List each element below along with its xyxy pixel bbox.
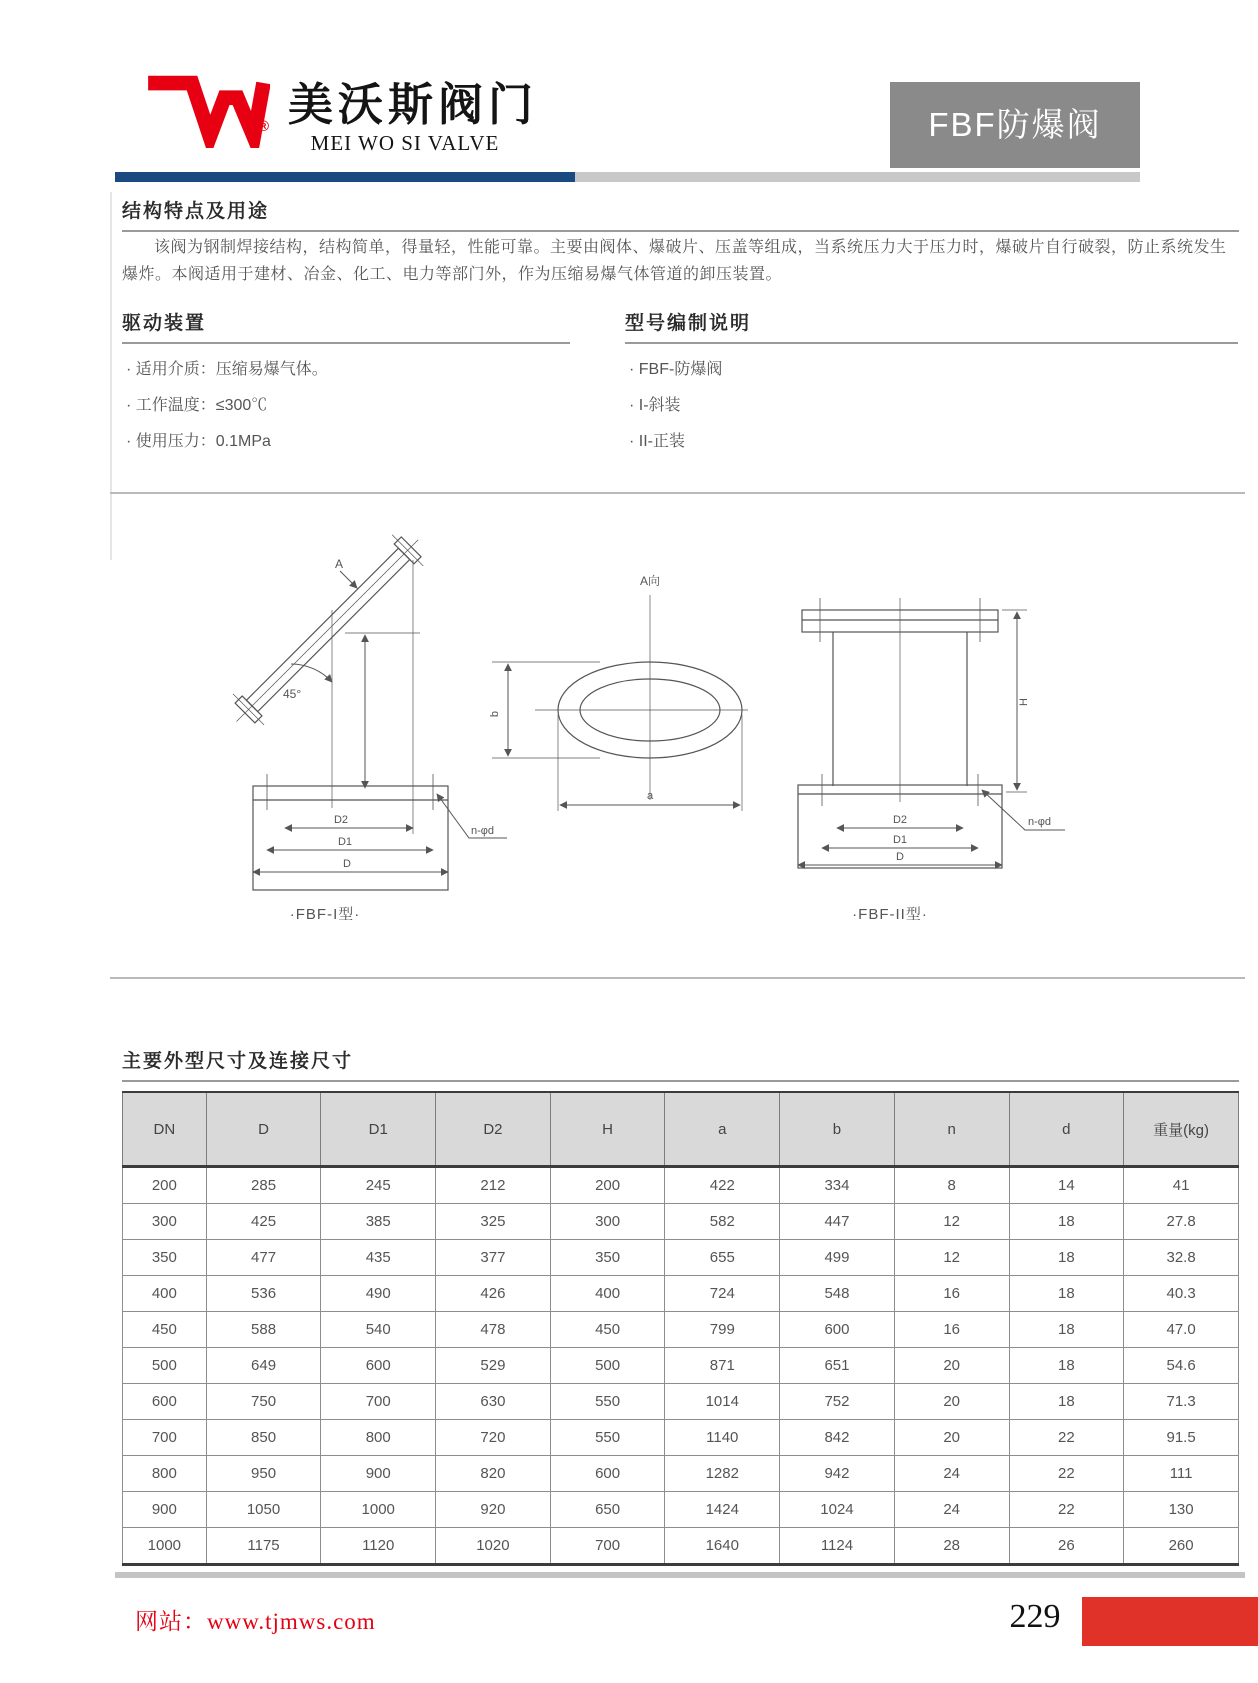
- table-cell: 871: [665, 1348, 780, 1384]
- column-header: b: [780, 1092, 895, 1167]
- table-cell: 18: [1009, 1240, 1124, 1276]
- table-cell: 536: [206, 1276, 321, 1312]
- table-cell: 550: [550, 1384, 665, 1420]
- table-cell: 130: [1124, 1492, 1239, 1528]
- column-header: d: [1009, 1092, 1124, 1167]
- table-cell: 435: [321, 1240, 436, 1276]
- table-cell: 1140: [665, 1420, 780, 1456]
- table-cell: 22: [1009, 1492, 1124, 1528]
- table-cell: 1014: [665, 1384, 780, 1420]
- table-cell: 649: [206, 1348, 321, 1384]
- page-number-red-block: [1082, 1597, 1258, 1646]
- table-cell: 842: [780, 1420, 895, 1456]
- table-cell: 27.8: [1124, 1204, 1239, 1240]
- table-cell: 478: [436, 1312, 551, 1348]
- table-cell: 447: [780, 1204, 895, 1240]
- table-cell: 752: [780, 1384, 895, 1420]
- table-cell: 12: [894, 1204, 1009, 1240]
- table-cell: 1640: [665, 1528, 780, 1565]
- table-cell: 426: [436, 1276, 551, 1312]
- table-cell: 200: [550, 1167, 665, 1204]
- label-d2: D2: [892, 814, 908, 826]
- table-cell: 850: [206, 1420, 321, 1456]
- table-cell: 20: [894, 1420, 1009, 1456]
- table-cell: 582: [665, 1204, 780, 1240]
- table-cell: 41: [1124, 1167, 1239, 1204]
- table-cell: 300: [550, 1204, 665, 1240]
- table-cell: 720: [436, 1420, 551, 1456]
- table-cell: 799: [665, 1312, 780, 1348]
- table-cell: 820: [436, 1456, 551, 1492]
- table-cell: 655: [665, 1240, 780, 1276]
- section-title-model: 型号编制说明: [625, 308, 1238, 344]
- table-cell: 16: [894, 1276, 1009, 1312]
- label-d2: D2: [333, 814, 349, 826]
- table-cell: 1120: [321, 1528, 436, 1565]
- section-title-dimensions: 主要外型尺寸及连接尺寸: [122, 1046, 1239, 1082]
- label-d1: D1: [337, 836, 353, 848]
- drive-spec-list: [126, 352, 566, 460]
- table-cell: 550: [550, 1420, 665, 1456]
- table-cell: 499: [780, 1240, 895, 1276]
- table-cell: 900: [321, 1456, 436, 1492]
- list-item: · I-斜装: [629, 388, 1229, 424]
- table-cell: 600: [550, 1456, 665, 1492]
- table-cell: 942: [780, 1456, 895, 1492]
- table-cell: 28: [894, 1528, 1009, 1565]
- table-cell: 950: [206, 1456, 321, 1492]
- table-cell: 548: [780, 1276, 895, 1312]
- table-cell: 18: [1009, 1204, 1124, 1240]
- table-cell: 1000: [123, 1528, 207, 1565]
- brand-logo-icon: [140, 70, 270, 148]
- table-cell: 400: [123, 1276, 207, 1312]
- table-cell: 490: [321, 1276, 436, 1312]
- table-cell: 300: [123, 1204, 207, 1240]
- table-cell: 800: [123, 1456, 207, 1492]
- label-d: D: [343, 858, 351, 870]
- table-cell: 540: [321, 1312, 436, 1348]
- model-code-list: [629, 352, 1229, 460]
- section-divider: [110, 977, 1245, 979]
- table-cell: 377: [436, 1240, 551, 1276]
- label-a: a: [646, 790, 654, 802]
- label-d: D: [896, 851, 904, 863]
- label-h: H: [1018, 698, 1030, 706]
- table-cell: 651: [780, 1348, 895, 1384]
- list-item: · II-正装: [629, 424, 1229, 460]
- table-cell: 1124: [780, 1528, 895, 1565]
- product-title-badge: FBF防爆阀: [890, 82, 1140, 168]
- table-cell: 750: [206, 1384, 321, 1420]
- left-margin-line: [110, 192, 112, 560]
- label-view-a: A: [335, 557, 344, 571]
- features-paragraph: 该阀为钢制焊接结构，结构简单，得量轻，性能可靠。主要由阀体、爆破片、压盖等组成，当系统压力大于压力时，爆破片自行破裂，防止系统发生爆炸。本阀适用于建材、冶金、化工、电力等部门外，作为压缩易爆气体管道的卸压装置。: [122, 239, 1227, 283]
- table-cell: 920: [436, 1492, 551, 1528]
- table-row: [123, 1420, 1239, 1456]
- table-cell: 20: [894, 1348, 1009, 1384]
- column-header: 重量(kg): [1124, 1092, 1239, 1167]
- drawing-a-view: [440, 565, 750, 825]
- table-cell: 18: [1009, 1348, 1124, 1384]
- column-header: n: [894, 1092, 1009, 1167]
- table-cell: 1175: [206, 1528, 321, 1565]
- table-row: [123, 1204, 1239, 1240]
- footer-website: 网站：www.tjmws.com: [135, 1609, 376, 1634]
- header-rule-navy: [115, 172, 575, 182]
- registered-trademark-icon: ®: [258, 118, 270, 135]
- table-cell: 18: [1009, 1384, 1124, 1420]
- column-header: a: [665, 1092, 780, 1167]
- table-cell: 500: [123, 1348, 207, 1384]
- column-header: DN: [123, 1092, 207, 1167]
- table-row: [123, 1167, 1239, 1204]
- label-b: b: [489, 710, 501, 718]
- brand-name-chinese: 美沃斯阀门: [288, 80, 539, 130]
- table-cell: 245: [321, 1167, 436, 1204]
- column-header: D: [206, 1092, 321, 1167]
- label-angle: 45°: [283, 687, 302, 701]
- footer-rule: [115, 1572, 1245, 1578]
- table-cell: 1000: [321, 1492, 436, 1528]
- table-cell: 500: [550, 1348, 665, 1384]
- label-bolt-holes: n-φd: [1028, 816, 1052, 828]
- table-cell: 16: [894, 1312, 1009, 1348]
- table-cell: 22: [1009, 1456, 1124, 1492]
- table-row: [123, 1240, 1239, 1276]
- table-cell: 422: [665, 1167, 780, 1204]
- table-cell: 800: [321, 1420, 436, 1456]
- list-item: · FBF-防爆阀: [629, 352, 1229, 388]
- table-row: [123, 1276, 1239, 1312]
- table-cell: 54.6: [1124, 1348, 1239, 1384]
- table-row: [123, 1492, 1239, 1528]
- section-title-features: 结构特点及用途: [122, 196, 1239, 232]
- table-body: [123, 1167, 1239, 1565]
- section-divider: [110, 492, 1245, 494]
- list-item: · 使用压力：0.1MPa: [126, 424, 566, 460]
- table-cell: 1282: [665, 1456, 780, 1492]
- table-cell: 325: [436, 1204, 551, 1240]
- page-number: 229: [1009, 1598, 1061, 1635]
- table-row: [123, 1456, 1239, 1492]
- table-cell: 350: [123, 1240, 207, 1276]
- table-cell: 450: [550, 1312, 665, 1348]
- table-cell: 477: [206, 1240, 321, 1276]
- table-cell: 47.0: [1124, 1312, 1239, 1348]
- table-cell: 18: [1009, 1312, 1124, 1348]
- table-cell: 425: [206, 1204, 321, 1240]
- brand-name-english: MEI WO SI VALVE: [310, 131, 500, 155]
- table-row: [123, 1312, 1239, 1348]
- table-cell: 212: [436, 1167, 551, 1204]
- label-bolt-holes: n-φd: [471, 825, 495, 837]
- table-cell: 650: [550, 1492, 665, 1528]
- table-cell: 700: [550, 1528, 665, 1565]
- table-cell: 111: [1124, 1456, 1239, 1492]
- table-row: [123, 1384, 1239, 1420]
- table-cell: 350: [550, 1240, 665, 1276]
- table-cell: 1050: [206, 1492, 321, 1528]
- table-cell: 18: [1009, 1276, 1124, 1312]
- table-cell: 26: [1009, 1528, 1124, 1565]
- table-header: [123, 1092, 1239, 1167]
- column-header: D2: [436, 1092, 551, 1167]
- table-cell: 24: [894, 1492, 1009, 1528]
- table-cell: 900: [123, 1492, 207, 1528]
- column-header: D1: [321, 1092, 436, 1167]
- table-cell: 1024: [780, 1492, 895, 1528]
- table-cell: 8: [894, 1167, 1009, 1204]
- table-cell: 285: [206, 1167, 321, 1204]
- table-cell: 450: [123, 1312, 207, 1348]
- section-title-drive: 驱动装置: [122, 308, 570, 344]
- table-cell: 630: [436, 1384, 551, 1420]
- drawing-caption-fbf-2: ·FBF-II型·: [852, 906, 928, 923]
- table-cell: 32.8: [1124, 1240, 1239, 1276]
- table-cell: 600: [123, 1384, 207, 1420]
- table-cell: 400: [550, 1276, 665, 1312]
- table-cell: 724: [665, 1276, 780, 1312]
- table-cell: 588: [206, 1312, 321, 1348]
- table-cell: 40.3: [1124, 1276, 1239, 1312]
- header-rule-gray: [575, 172, 1140, 182]
- drawing-fbf-2: [725, 540, 1145, 872]
- table-cell: 700: [321, 1384, 436, 1420]
- label-view-direction: A向: [639, 574, 661, 588]
- table-cell: 14: [1009, 1167, 1124, 1204]
- table-cell: 1424: [665, 1492, 780, 1528]
- table-cell: 20: [894, 1384, 1009, 1420]
- table-cell: 200: [123, 1167, 207, 1204]
- table-cell: 700: [123, 1420, 207, 1456]
- table-row: [123, 1528, 1239, 1565]
- table-cell: 22: [1009, 1420, 1124, 1456]
- table-cell: 260: [1124, 1528, 1239, 1565]
- dimensions-table: [122, 1091, 1239, 1566]
- table-cell: 385: [321, 1204, 436, 1240]
- table-cell: 529: [436, 1348, 551, 1384]
- list-item: · 工作温度：≤300℃: [126, 388, 566, 424]
- drawing-caption-fbf-1: ·FBF-I型·: [289, 906, 361, 923]
- table-cell: 24: [894, 1456, 1009, 1492]
- list-item: · 适用介质：压缩易爆气体。: [126, 352, 566, 388]
- table-row: [123, 1348, 1239, 1384]
- table-cell: 600: [321, 1348, 436, 1384]
- table-cell: 600: [780, 1312, 895, 1348]
- column-header: H: [550, 1092, 665, 1167]
- table-cell: 334: [780, 1167, 895, 1204]
- label-d1: D1: [892, 834, 908, 846]
- table-cell: 71.3: [1124, 1384, 1239, 1420]
- table-cell: 1020: [436, 1528, 551, 1565]
- table-cell: 91.5: [1124, 1420, 1239, 1456]
- table-cell: 12: [894, 1240, 1009, 1276]
